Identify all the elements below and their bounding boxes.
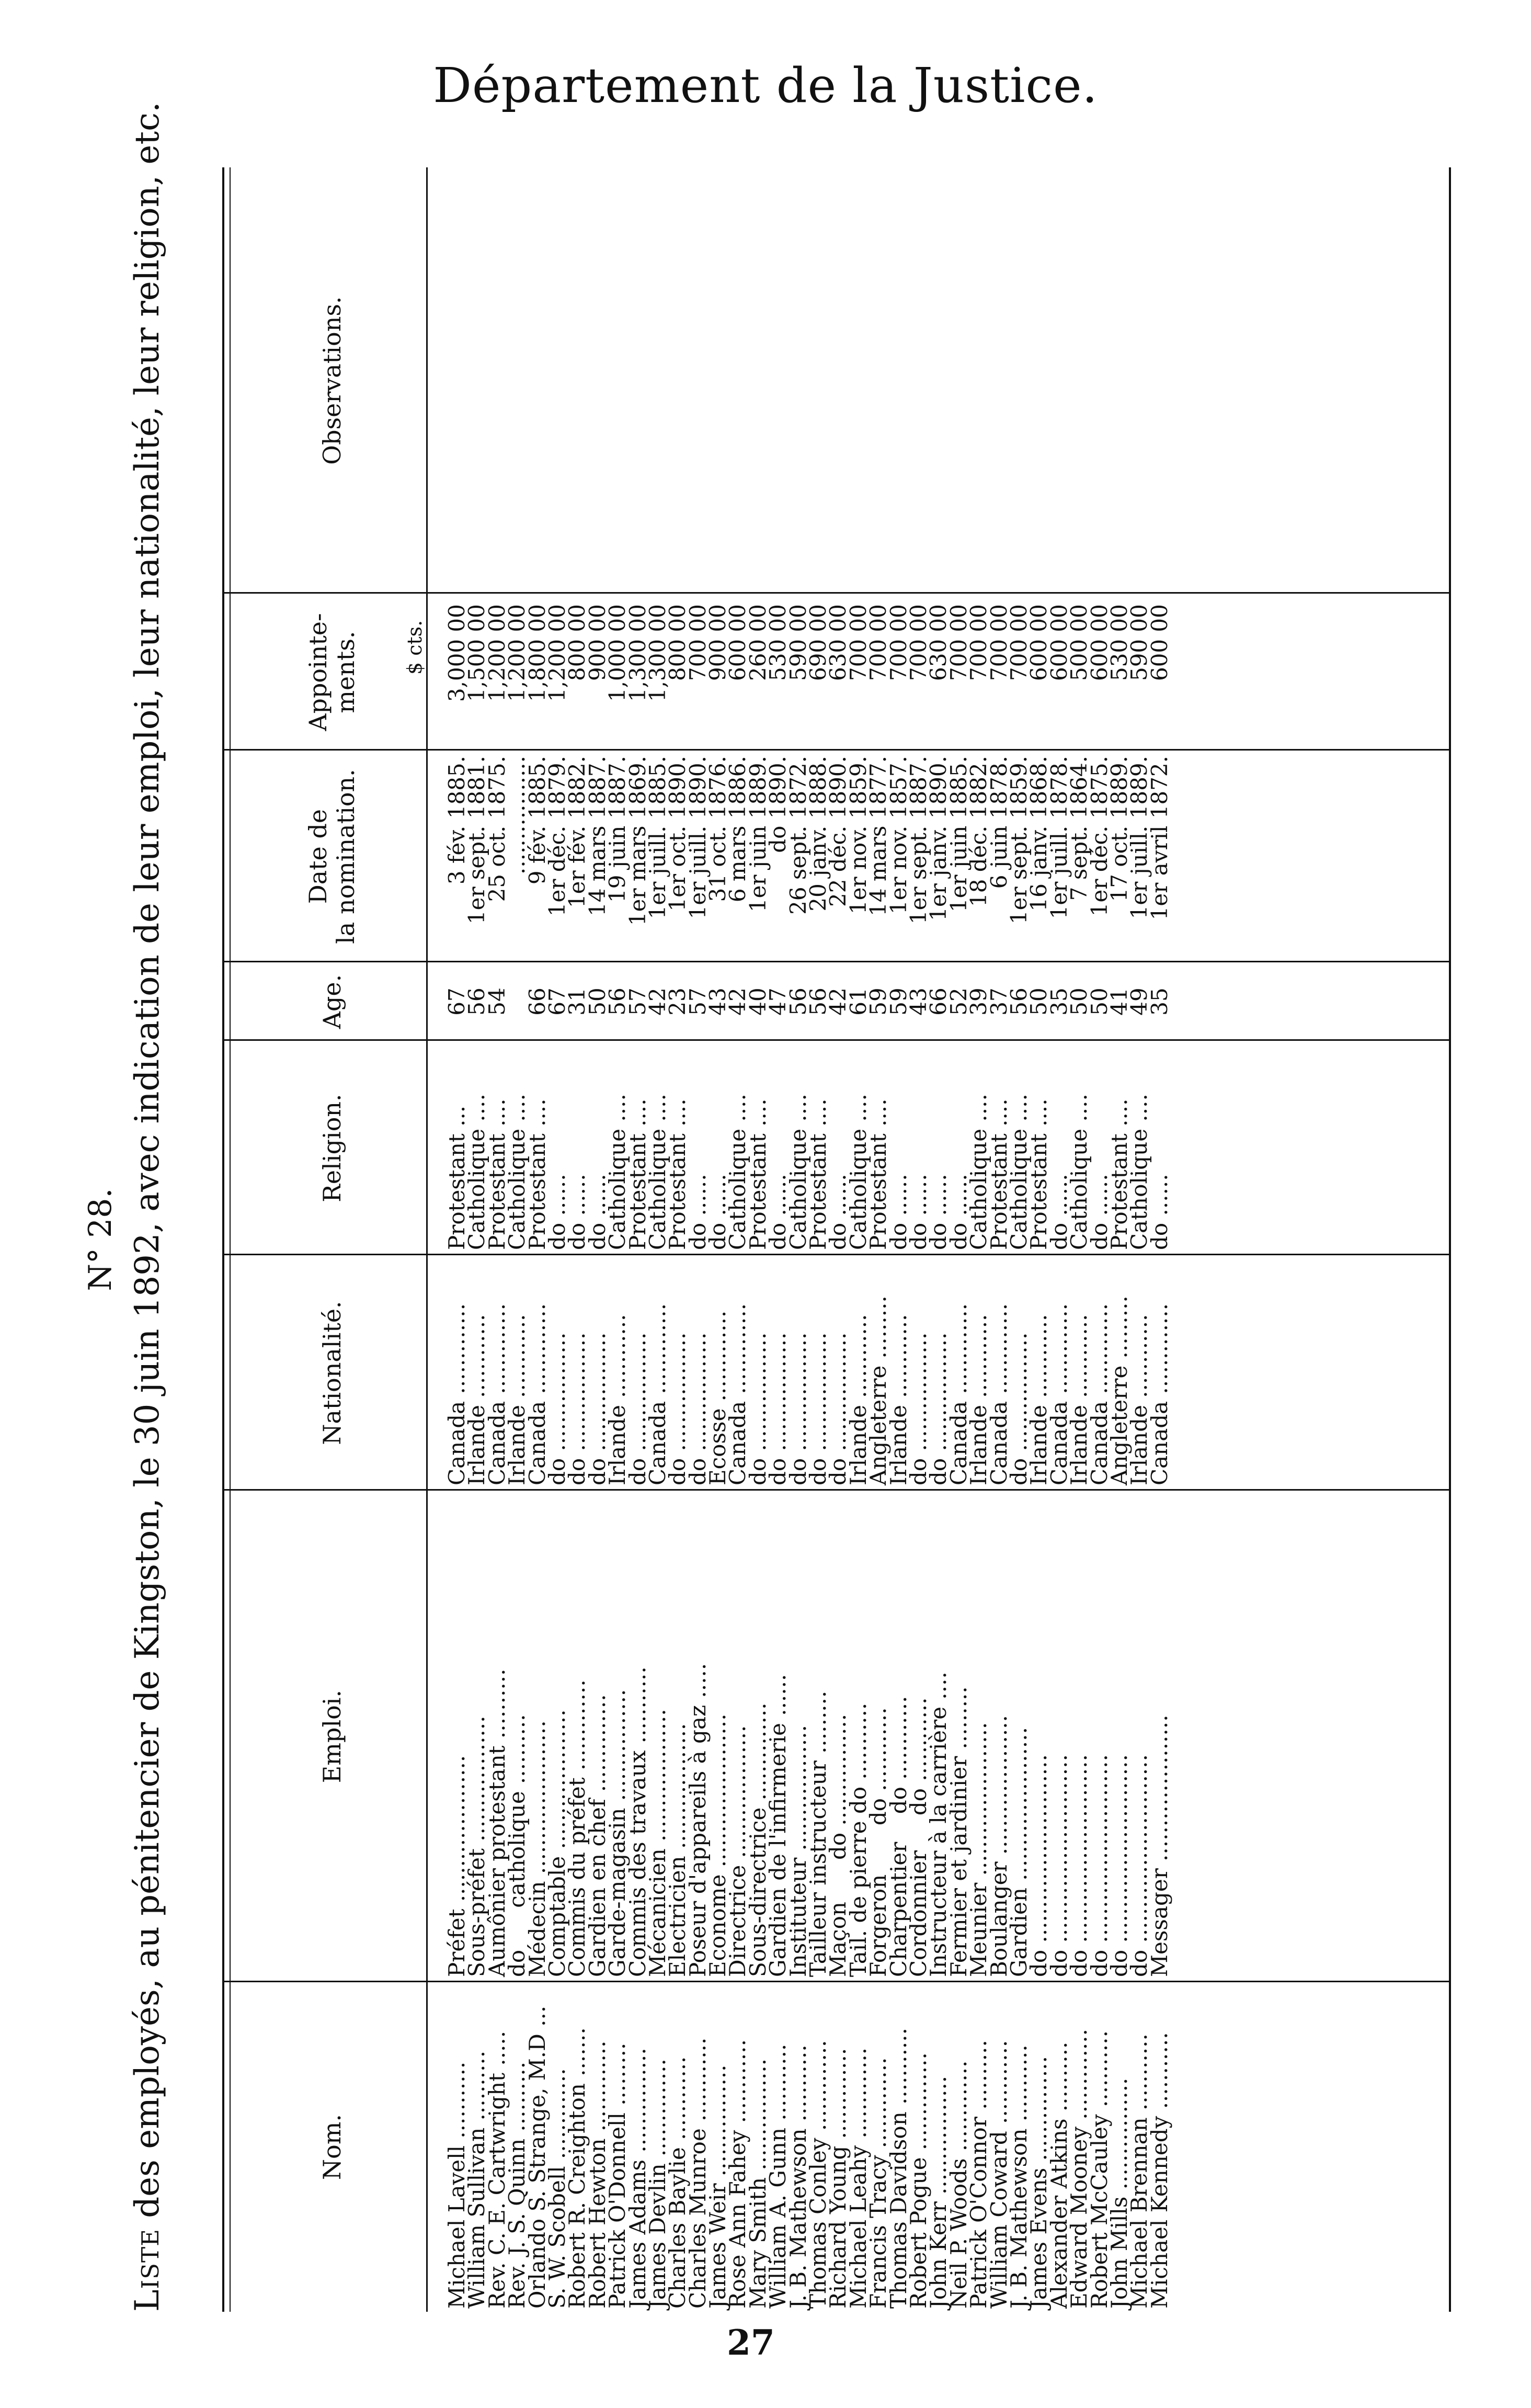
cell-appointements: 1,300 00 bbox=[624, 604, 650, 702]
column-divider bbox=[222, 1489, 1451, 1491]
cell-age: 39 bbox=[966, 987, 992, 1016]
cell-age: 56 bbox=[1006, 987, 1032, 1016]
cell-nom: Mary Smith ................ bbox=[745, 2058, 771, 2309]
cell-age: 43 bbox=[905, 987, 931, 1016]
cell-religion: Protestant .... bbox=[865, 1098, 892, 1250]
cell-religion: Protestant ... bbox=[444, 1105, 470, 1250]
cell-religion: do ...... bbox=[945, 1174, 972, 1250]
cell-emploi: Poseur d'appareils à gaz ..... bbox=[684, 1663, 711, 1977]
cell-emploi: Instituteur .................. bbox=[785, 1725, 811, 1977]
cell-nationalite: Irlande ............ bbox=[966, 1314, 992, 1485]
rotated-table-block bbox=[81, 101, 1461, 2312]
cell-emploi: Charpentier do ............ bbox=[885, 1696, 911, 1977]
cell-nationalite: Canada ............. bbox=[945, 1303, 972, 1485]
cell-emploi: Forgeron do ............ bbox=[865, 1707, 892, 1977]
cell-emploi: Sous-préfet .................. bbox=[464, 1716, 490, 1977]
cell-emploi: Tail. de pierre do ........... bbox=[845, 1702, 871, 1977]
cell-nom: Charles Munroe ............ bbox=[684, 2037, 711, 2309]
cell-religion: do ...... bbox=[544, 1174, 570, 1250]
cell-appointements: 700 00 bbox=[905, 604, 931, 681]
cell-nom: Michael Lavell ........... bbox=[444, 2061, 470, 2309]
cell-religion: Protestant .... bbox=[624, 1098, 650, 1250]
cell-nationalite: do ................. bbox=[684, 1332, 711, 1485]
cell-date: 1er juin 1889. bbox=[745, 756, 771, 913]
cell-nationalite: do ................. bbox=[584, 1332, 610, 1485]
header-appointements: Appointe- ments. bbox=[304, 613, 360, 731]
cell-nationalite: Irlande ............ bbox=[1126, 1314, 1152, 1485]
cell-age: 37 bbox=[986, 987, 1012, 1016]
cell-date: 7 sept. 1864. bbox=[1066, 756, 1092, 901]
employee-table bbox=[222, 167, 1456, 2312]
column-divider bbox=[222, 1981, 1451, 1982]
cell-emploi: Tailleur instructeur ......... bbox=[805, 1690, 831, 1977]
column-age bbox=[444, 968, 1172, 1036]
cell-religion: do ...... bbox=[905, 1174, 931, 1250]
page-number: 27 bbox=[727, 2322, 775, 2363]
cell-emploi: Sous-directrice .............. bbox=[745, 1702, 771, 1977]
cell-religion: do ...... bbox=[564, 1174, 590, 1250]
cell-appointements: 700 00 bbox=[986, 604, 1012, 681]
cell-appointements: 700 00 bbox=[1006, 604, 1032, 681]
cell-emploi: Mécanicien ................... bbox=[644, 1709, 670, 1977]
cell-date: 1er juill. 1878. bbox=[1046, 756, 1072, 919]
cell-appointements: 590 00 bbox=[785, 604, 811, 681]
cell-date: 6 mars 1886. bbox=[725, 756, 751, 903]
cell-age: 41 bbox=[1106, 987, 1132, 1016]
cell-date: 1er oct. 1890. bbox=[665, 756, 691, 912]
table-top-rule bbox=[222, 167, 224, 2312]
cell-nom: William Coward ............ bbox=[986, 2040, 1012, 2309]
table-title bbox=[128, 101, 167, 2312]
cell-religion: Catholique .... bbox=[604, 1094, 631, 1250]
cell-emploi: Boulanger .................... bbox=[986, 1715, 1012, 1977]
cell-nom: Robert Pogue .............. bbox=[905, 2052, 931, 2309]
column-nom bbox=[444, 1984, 1172, 2309]
cell-nationalite: Canada ............. bbox=[444, 1303, 470, 1485]
cell-nationalite: Ecosse ............. bbox=[705, 1310, 731, 1485]
cell-appointements: 600 00 bbox=[725, 604, 751, 681]
cell-emploi: Meunier ...................... bbox=[966, 1722, 992, 1977]
cell-religion: Catholique .... bbox=[464, 1094, 490, 1250]
cell-nationalite: Angleterre ......... bbox=[865, 1296, 892, 1485]
cell-nationalite: do ................. bbox=[785, 1332, 811, 1485]
cell-appointements: 1,500 00 bbox=[464, 604, 490, 702]
cell-date: 16 janv. 1868. bbox=[1026, 756, 1052, 912]
cell-nom: Rev. J. S. Quinn .......... bbox=[504, 2061, 530, 2309]
cell-age: 42 bbox=[725, 987, 751, 1016]
cell-emploi: do ........................... bbox=[1086, 1754, 1112, 1977]
document-number: N° 28. bbox=[82, 1188, 119, 1291]
cell-appointements: 700 00 bbox=[945, 604, 972, 681]
cell-age: 40 bbox=[745, 987, 771, 1016]
cell-date: 3 fév. 1885. bbox=[444, 756, 470, 885]
cell-appointements: 1,200 00 bbox=[504, 604, 530, 702]
cell-nom: J. B. Mathewson ........... bbox=[1006, 2044, 1032, 2309]
cell-age: 56 bbox=[464, 987, 490, 1016]
cell-emploi: Gardien en chef .............. bbox=[584, 1694, 610, 1977]
cell-nationalite: do ................. bbox=[805, 1332, 831, 1485]
cell-nom: Robert McCauley ........... bbox=[1086, 2030, 1112, 2309]
cell-nationalite: do ................. bbox=[564, 1332, 590, 1485]
cell-emploi: Commis des travaux ........... bbox=[624, 1666, 650, 1977]
cell-date: do 1890. bbox=[765, 756, 791, 853]
cell-emploi: Cordonnier do ............ bbox=[905, 1697, 931, 1977]
cell-nationalite: Irlande ............ bbox=[604, 1314, 631, 1485]
title-rest: des employés, au pénitencier de Kingston, le 30 juin 1892, avec indication de leur emploi, leur nationalité, leur religion, etc. bbox=[128, 101, 167, 2229]
cell-date: 1er sept. 1881. bbox=[464, 756, 490, 925]
column-religion bbox=[444, 1043, 1172, 1250]
cell-date: 1er nov. 1859. bbox=[845, 756, 871, 915]
cell-appointements: 600 00 bbox=[1026, 604, 1052, 681]
cell-emploi: do ........................... bbox=[1126, 1754, 1152, 1977]
cell-nom: James Devlin .............. bbox=[644, 2059, 670, 2309]
cell-religion: do ...... bbox=[1086, 1174, 1112, 1250]
cell-nom: S. W. Scobell ............. bbox=[544, 2068, 570, 2309]
header-nationalite: Nationalité. bbox=[317, 1301, 346, 1445]
cell-religion: do ...... bbox=[1146, 1174, 1172, 1250]
cell-appointements: 1,200 00 bbox=[484, 604, 510, 702]
column-divider bbox=[222, 592, 1451, 594]
cell-age: 49 bbox=[1126, 987, 1152, 1016]
cell-nom: Robert R. Creighton ....... bbox=[564, 2027, 590, 2309]
cell-religion: Catholique .... bbox=[785, 1094, 811, 1250]
cell-nom: Francis Tracy ............. bbox=[865, 2057, 892, 2309]
cell-religion: Catholique .... bbox=[1126, 1094, 1152, 1250]
cell-religion: do ...... bbox=[926, 1174, 952, 1250]
cell-appointements: 1,800 00 bbox=[524, 604, 550, 702]
cell-age: 23 bbox=[665, 987, 691, 1016]
cell-appointements: 700 00 bbox=[885, 604, 911, 681]
cell-age: 57 bbox=[624, 987, 650, 1016]
cell-nationalite: Canada ............. bbox=[1146, 1303, 1172, 1485]
cell-nom: John Kerr ................. bbox=[926, 2075, 952, 2309]
cell-age: 59 bbox=[885, 987, 911, 1016]
cell-religion: do ...... bbox=[584, 1174, 610, 1250]
unit-label: $ cts. bbox=[403, 620, 426, 675]
cell-emploi: do catholique .......... bbox=[504, 1714, 530, 1977]
cell-religion: Catholique .... bbox=[725, 1094, 751, 1250]
cell-nom: James Weir ................ bbox=[705, 2064, 731, 2309]
cell-date: 20 janv. 1888. bbox=[805, 756, 831, 912]
cell-appointements: 690 00 bbox=[805, 604, 831, 681]
cell-religion: do ...... bbox=[825, 1174, 851, 1250]
cell-nationalite: Irlande ............ bbox=[1026, 1314, 1052, 1485]
cell-nationalite: do ................. bbox=[745, 1332, 771, 1485]
cell-age: 66 bbox=[524, 987, 550, 1016]
cell-appointements: 530 00 bbox=[1106, 604, 1132, 681]
cell-age: 50 bbox=[1066, 987, 1092, 1016]
cell-emploi: Aumônier protestant .......... bbox=[484, 1668, 510, 1977]
cell-age: 67 bbox=[444, 987, 470, 1016]
cell-age: 67 bbox=[544, 987, 570, 1016]
cell-age: 59 bbox=[865, 987, 892, 1016]
cell-date: 1er juill. 1890. bbox=[684, 756, 711, 919]
cell-emploi: Commis du préfet ............. bbox=[564, 1679, 590, 1977]
cell-age: 61 bbox=[845, 987, 871, 1016]
cell-nom: Thomas Davidson ........... bbox=[885, 2028, 911, 2309]
cell-nom: Thomas Conley ............. bbox=[805, 2040, 831, 2309]
cell-appointements: 900 00 bbox=[705, 604, 731, 681]
cell-date: 9 fév. 1885. bbox=[524, 756, 550, 885]
cell-nationalite: Irlande ............ bbox=[845, 1314, 871, 1485]
cell-emploi: Médecin ...................... bbox=[524, 1720, 550, 1977]
cell-appointements: 1,300 00 bbox=[644, 604, 670, 702]
cell-appointements: 260 00 bbox=[745, 604, 771, 681]
cell-emploi: do ........................... bbox=[1106, 1754, 1132, 1977]
cell-religion: Protestant .... bbox=[665, 1098, 691, 1250]
cell-date: 6 juin 1878. bbox=[986, 756, 1012, 889]
cell-nom: John Mills ................ bbox=[1106, 2077, 1132, 2309]
cell-appointements: 700 00 bbox=[966, 604, 992, 681]
cell-date: 19 juin 1887. bbox=[604, 756, 631, 903]
cell-emploi: Comptable .................... bbox=[544, 1709, 570, 1977]
cell-date: 1er sept. 1887. bbox=[905, 756, 931, 925]
cell-emploi: Préfet ..................... bbox=[444, 1755, 470, 1977]
cell-religion: Catholique .... bbox=[1006, 1094, 1032, 1250]
cell-religion: do ...... bbox=[765, 1174, 791, 1250]
cell-religion: Catholique .... bbox=[1066, 1094, 1092, 1250]
column-divider bbox=[222, 961, 1451, 962]
cell-date: 14 mars 1887. bbox=[584, 756, 610, 916]
cell-appointements: 1,000 00 bbox=[604, 604, 631, 702]
cell-nom: Michael Leahy ............. bbox=[845, 2047, 871, 2309]
cell-nationalite: Canada ............. bbox=[524, 1303, 550, 1485]
cell-appointements: 600 00 bbox=[1146, 604, 1172, 681]
cell-religion: do ...... bbox=[1046, 1174, 1072, 1250]
cell-nationalite: Canada ............. bbox=[1046, 1303, 1072, 1485]
cell-nom: Alexander Atkins .......... bbox=[1046, 2041, 1072, 2309]
cell-religion: Protestant .... bbox=[805, 1098, 831, 1250]
cell-religion: Protestant .... bbox=[1026, 1098, 1052, 1250]
column-date bbox=[444, 756, 1172, 957]
header-age: Age. bbox=[317, 974, 346, 1029]
header-observations: Observations. bbox=[317, 296, 346, 465]
cell-date: 1er déc. 1879. bbox=[544, 756, 570, 917]
cell-nom: J. B. Mathewson ........... bbox=[785, 2044, 811, 2309]
table-bottom-rule bbox=[1449, 167, 1451, 2312]
cell-appointements: 700 00 bbox=[845, 604, 871, 681]
cell-nom: Patrick O'Donnell ......... bbox=[604, 2042, 631, 2309]
cell-nationalite: Angleterre ......... bbox=[1106, 1296, 1132, 1485]
cell-nom: Patrick O'Connor .......... bbox=[966, 2040, 992, 2309]
cell-nom: Rev. C. E. Cartwright ..... bbox=[484, 2030, 510, 2309]
cell-nom: James Evens ............... bbox=[1026, 2056, 1052, 2309]
column-emploi bbox=[444, 1493, 1172, 1977]
cell-nom: Michael Brennan ........... bbox=[1126, 2034, 1152, 2309]
cell-date: 1er fév. 1882. bbox=[564, 756, 590, 908]
cell-date: 1er janv. 1890. bbox=[926, 756, 952, 921]
cell-religion: Catholique .... bbox=[644, 1094, 670, 1250]
cell-emploi: Instructeur à la carrière .... bbox=[926, 1672, 952, 1977]
header-emploi: Emploi. bbox=[317, 1689, 346, 1784]
column-nationalite bbox=[444, 1258, 1172, 1485]
cell-age: 35 bbox=[1046, 987, 1072, 1016]
header-nom: Nom. bbox=[317, 2114, 346, 2180]
cell-nationalite: Irlande ............ bbox=[885, 1314, 911, 1485]
cell-religion: Catholique .... bbox=[504, 1094, 530, 1250]
cell-age: 54 bbox=[484, 987, 510, 1016]
cell-date: 1er sept. 1859. bbox=[1006, 756, 1032, 925]
cell-appointements: 630 00 bbox=[926, 604, 952, 681]
cell-religion: Protestant .... bbox=[986, 1098, 1012, 1250]
cell-nom: Neil P. Woods ............. bbox=[945, 2060, 972, 2309]
cell-emploi: Electricien .................. bbox=[665, 1723, 691, 1977]
cell-appointements: 590 00 bbox=[1126, 604, 1152, 681]
cell-nom: Richard Young ............. bbox=[825, 2048, 851, 2309]
cell-date: 31 oct. 1876. bbox=[705, 756, 731, 902]
cell-nationalite: do ................. bbox=[544, 1332, 570, 1485]
cell-date: 25 oct. 1875. bbox=[484, 756, 510, 902]
cell-appointements: 800 00 bbox=[665, 604, 691, 681]
cell-age: 31 bbox=[564, 987, 590, 1016]
cell-age: 57 bbox=[684, 987, 711, 1016]
cell-age: 50 bbox=[1086, 987, 1112, 1016]
cell-appointements: 600 00 bbox=[1086, 604, 1112, 681]
header-date: Date de la nomination. bbox=[304, 769, 360, 944]
cell-nom: Rose Ann Fahey ............ bbox=[725, 2039, 751, 2309]
cell-age: 50 bbox=[1026, 987, 1052, 1016]
cell-appointements: 1,200 00 bbox=[544, 604, 570, 702]
cell-nationalite: do ................. bbox=[765, 1332, 791, 1485]
cell-nom: James Adams ............... bbox=[624, 2048, 650, 2309]
cell-nationalite: do ................. bbox=[905, 1332, 931, 1485]
cell-religion: do ...... bbox=[684, 1174, 711, 1250]
cell-nom: Robert Hewton ............. bbox=[584, 2040, 610, 2309]
cell-appointements: 700 00 bbox=[684, 604, 711, 681]
cell-nom: Charles Baylie ............ bbox=[665, 2056, 691, 2309]
cell-age: 66 bbox=[926, 987, 952, 1016]
cell-nationalite: Canada ............. bbox=[725, 1303, 751, 1485]
cell-age: 47 bbox=[765, 987, 791, 1016]
cell-emploi: do ........................... bbox=[1046, 1754, 1072, 1977]
cell-date: 14 mars 1877. bbox=[865, 756, 892, 916]
cell-date: 1er avril 1872. bbox=[1146, 756, 1172, 921]
cell-emploi: do ........................... bbox=[1026, 1754, 1052, 1977]
cell-nationalite: Canada ............. bbox=[986, 1303, 1012, 1485]
cell-age: 56 bbox=[805, 987, 831, 1016]
cell-nom: Orlando S. Strange, M.D ... bbox=[524, 2005, 550, 2309]
cell-religion: Protestant .... bbox=[484, 1098, 510, 1250]
cell-religion: do ...... bbox=[885, 1174, 911, 1250]
cell-appointements: 600 00 bbox=[1046, 604, 1072, 681]
cell-emploi: Fermier et jardinier ......... bbox=[945, 1686, 972, 1977]
cell-age: 56 bbox=[785, 987, 811, 1016]
cell-date: 1er juin 1885. bbox=[945, 756, 972, 913]
column-divider bbox=[222, 1039, 1451, 1041]
cell-appointements: 3,000 00 bbox=[444, 604, 470, 702]
cell-date: 1er mars 1869. bbox=[624, 756, 650, 926]
cell-date: 22 déc. 1890. bbox=[825, 756, 851, 907]
cell-emploi: Directrice ................... bbox=[725, 1725, 751, 1977]
cell-emploi: Gardien ...................... bbox=[1006, 1727, 1032, 1977]
cell-religion: Protestant .... bbox=[524, 1098, 550, 1250]
cell-nationalite: Canada ............. bbox=[1086, 1303, 1112, 1485]
cell-emploi: Econome ...................... bbox=[705, 1713, 731, 1977]
cell-nationalite: Canada ............. bbox=[484, 1303, 510, 1485]
cell-date: 1er juill. 1889. bbox=[1126, 756, 1152, 919]
cell-nom: Michael Kennedy ........... bbox=[1146, 2032, 1172, 2309]
column-divider bbox=[222, 749, 1451, 751]
running-head: Département de la Justice. bbox=[433, 58, 1098, 113]
cell-date: ................. bbox=[504, 756, 530, 874]
cell-nationalite: do ................. bbox=[624, 1332, 650, 1485]
cell-age: 42 bbox=[644, 987, 670, 1016]
cell-religion: Protestant .... bbox=[745, 1098, 771, 1250]
cell-age: 50 bbox=[584, 987, 610, 1016]
cell-nationalite: Irlande ............ bbox=[464, 1314, 490, 1485]
cell-appointements: 500 00 bbox=[1066, 604, 1092, 681]
cell-date: 1er juill. 1885. bbox=[644, 756, 670, 919]
cell-emploi: Maçon do ................ bbox=[825, 1713, 851, 1977]
cell-appointements: 700 00 bbox=[865, 604, 892, 681]
cell-religion: Catholique .... bbox=[966, 1094, 992, 1250]
cell-age: 52 bbox=[945, 987, 972, 1016]
cell-nationalite: do ................. bbox=[926, 1332, 952, 1485]
cell-date: 17 oct. 1889. bbox=[1106, 756, 1132, 902]
cell-emploi: Messager ..................... bbox=[1146, 1714, 1172, 1977]
cell-nationalite: do ................. bbox=[1006, 1332, 1032, 1485]
header-religion: Religion. bbox=[317, 1094, 346, 1202]
cell-appointements: 630 00 bbox=[825, 604, 851, 681]
cell-nationalite: do ................. bbox=[665, 1332, 691, 1485]
cell-date: 1er déc. 1875. bbox=[1086, 756, 1112, 917]
cell-emploi: do ........................... bbox=[1066, 1754, 1092, 1977]
cell-religion: do ...... bbox=[705, 1174, 731, 1250]
cell-nationalite: Irlande ............ bbox=[1066, 1314, 1092, 1485]
cell-nationalite: do ................. bbox=[825, 1332, 851, 1485]
cell-emploi: Gardien de l'infirmerie ...... bbox=[765, 1674, 791, 1977]
title-smallcaps: Liste bbox=[128, 2229, 167, 2312]
cell-age: 42 bbox=[825, 987, 851, 1016]
column-appointements bbox=[444, 604, 1172, 745]
cell-appointements: 900 00 bbox=[584, 604, 610, 681]
cell-emploi: Garde-magasin ................ bbox=[604, 1689, 631, 1977]
cell-nom: William A. Gunn ........... bbox=[765, 2043, 791, 2309]
column-divider bbox=[222, 1254, 1451, 1255]
cell-age: 43 bbox=[705, 987, 731, 1016]
cell-religion: Protestant .... bbox=[1106, 1098, 1132, 1250]
cell-appointements: 530 00 bbox=[765, 604, 791, 681]
cell-date: 1er nov. 1857. bbox=[885, 756, 911, 915]
cell-nationalite: Canada ............. bbox=[644, 1303, 670, 1485]
cell-date: 18 déc. 1882. bbox=[966, 756, 992, 907]
cell-religion: Catholique .... bbox=[845, 1094, 871, 1250]
cell-nom: William Sullivan .......... bbox=[464, 2050, 490, 2309]
cell-nom: Edward Mooney ............. bbox=[1066, 2029, 1092, 2309]
cell-age: 56 bbox=[604, 987, 631, 1016]
cell-appointements: 800 00 bbox=[564, 604, 590, 681]
cell-date: 26 sept. 1872. bbox=[785, 756, 811, 915]
cell-nationalite: Irlande ............ bbox=[504, 1314, 530, 1485]
table-top-rule-thin bbox=[230, 167, 231, 2312]
header-rule bbox=[426, 167, 428, 2312]
cell-age: 35 bbox=[1146, 987, 1172, 1016]
